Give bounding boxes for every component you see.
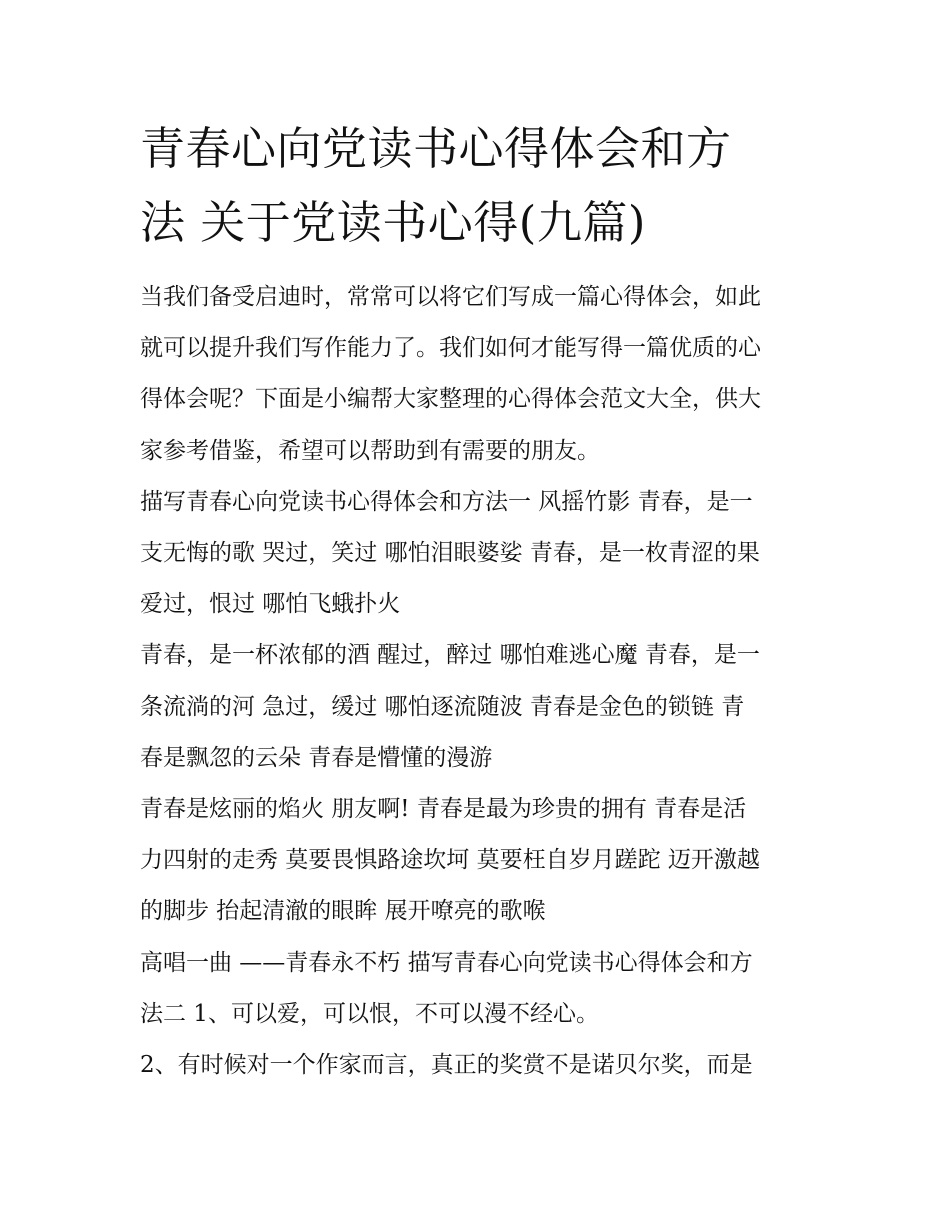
text-line: 2、有时候对一个作家而言，真正的奖赏不是诺贝尔奖，而是 — [140, 1052, 753, 1079]
paragraph-intro — [140, 272, 830, 477]
text-line: 高唱一曲 ——青春永不朽 描写青春心向党读书心得体会和方 — [140, 949, 753, 976]
text-line: 力四射的走秀 莫要畏惧路途坎坷 莫要枉自岁月蹉跎 迈开激越 — [140, 847, 760, 874]
text-line: 家参考借鉴，希望可以帮助到有需要的朋友。 — [140, 437, 600, 464]
paragraph — [140, 784, 830, 938]
text-line: 描写青春心向党读书心得体会和方法一 风摇竹影 青春，是一 — [140, 488, 753, 515]
text-line: 得体会呢？下面是小编帮大家整理的心得体会范文大全，供大 — [140, 386, 761, 413]
document-body — [140, 272, 830, 1091]
text-line: 春是飘忽的云朵 青春是懵懂的漫游 — [140, 744, 493, 771]
text-line: 爱过，恨过 哪怕飞蛾扑火 — [140, 591, 401, 618]
text-line: 青春，是一杯浓郁的酒 醒过，醉过 哪怕难逃心魔 青春，是一 — [140, 642, 760, 669]
paragraph — [140, 1040, 830, 1091]
document-title — [140, 112, 820, 260]
text-line: 支无悔的歌 哭过，笑过 哪怕泪眼婆娑 青春，是一枚青涩的果 — [140, 540, 760, 567]
paragraph — [140, 630, 830, 784]
text-line: 条流淌的河 急过，缓过 哪怕逐流随波 青春是金色的锁链 青 — [140, 693, 745, 720]
paragraph — [140, 477, 830, 631]
title-line: 青春心向党读书心得体会和方 — [140, 122, 732, 175]
text-line: 青春是炫丽的焰火 朋友啊! 青春是最为珍贵的拥有 青春是活 — [140, 796, 747, 823]
text-line: 的脚步 抬起清澈的眼眸 展开嘹亮的歌喉 — [140, 898, 546, 925]
text-line: 法二 1、可以爱，可以恨，不可以漫不经心。 — [140, 1000, 599, 1027]
text-line: 就可以提升我们写作能力了。我们如何才能写得一篇优质的心 — [140, 335, 761, 362]
text-line: 当我们备受启迪时，常常可以将它们写成一篇心得体会，如此 — [140, 284, 761, 310]
paragraph — [140, 938, 830, 1040]
title-line: 法 关于党读书心得(九篇) — [140, 196, 646, 249]
